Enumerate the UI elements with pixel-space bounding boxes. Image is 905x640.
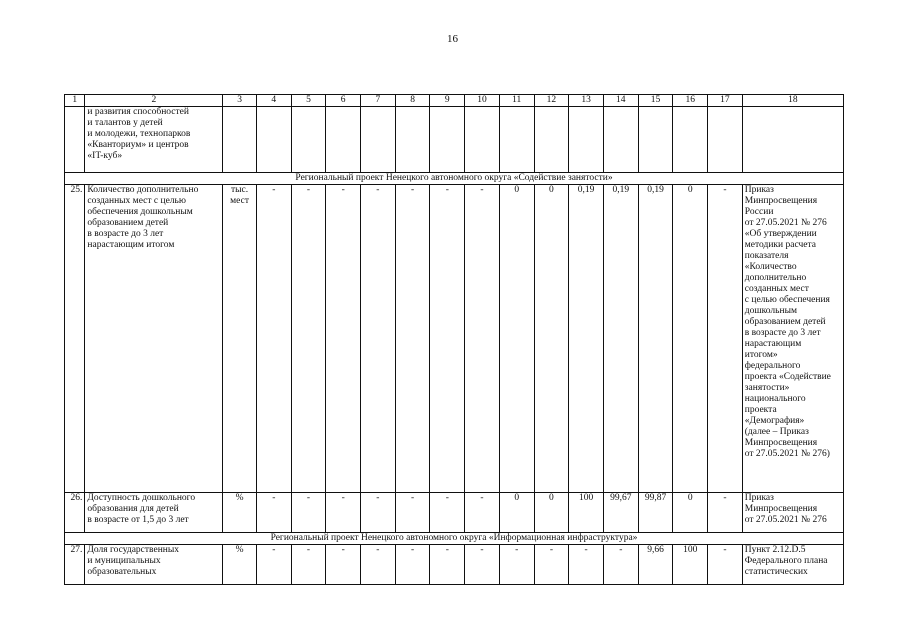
- value-cell: -: [465, 545, 500, 585]
- row-number-cell: 27.: [65, 545, 85, 585]
- header-cell: 12: [534, 95, 569, 107]
- header-cell: 4: [256, 95, 291, 107]
- table-cell: [361, 107, 396, 173]
- header-cell: 5: [291, 95, 326, 107]
- table-row-27: [65, 545, 844, 585]
- table-cell: [708, 107, 743, 173]
- source-cell: Приказ Минпросвещения от 27.05.2021 № 276: [742, 493, 843, 533]
- header-cell: 1: [65, 95, 85, 107]
- source-cell: Приказ Минпросвещения России от 27.05.2021 № 276 «Об утверждении методики расчета показателя «Количество дополнительно созданных мест с целью обеспечения дошкольным образованием детей в возрасте до 3 лет нарастающим итогом» федерального проекта «Содействие занятости» национального проекта «Демография» (далее – Приказ Минпросвещения от 27.05.2021 № 276): [742, 185, 843, 493]
- value-cell: -: [430, 493, 465, 533]
- value-cell: -: [569, 545, 604, 585]
- header-cell: 14: [603, 95, 638, 107]
- value-cell: 99,87: [638, 493, 673, 533]
- value-cell: -: [499, 545, 534, 585]
- header-cell: 6: [326, 95, 361, 107]
- table-cell: [569, 107, 604, 173]
- indicators-table: [64, 94, 844, 585]
- value-cell: 100: [569, 493, 604, 533]
- header-cell: 8: [395, 95, 430, 107]
- value-cell: 0: [499, 185, 534, 493]
- header-cell: 3: [223, 95, 257, 107]
- value-cell: -: [256, 545, 291, 585]
- section-title: Региональный проект Ненецкого автономного округа «Содействие занятости»: [65, 173, 844, 185]
- value-cell: -: [395, 185, 430, 493]
- header-cell: 9: [430, 95, 465, 107]
- value-cell: -: [256, 185, 291, 493]
- table-row-continued: [65, 107, 844, 173]
- value-cell: -: [395, 545, 430, 585]
- header-cell: 18: [742, 95, 843, 107]
- unit-cell: тыс. мест: [223, 185, 257, 493]
- source-cell: Пункт 2.12.D.5 Федерального плана статистических: [742, 545, 843, 585]
- value-cell: 0,19: [603, 185, 638, 493]
- value-cell: 0: [499, 493, 534, 533]
- value-cell: -: [326, 545, 361, 585]
- table-cell: [256, 107, 291, 173]
- value-cell: 99,67: [603, 493, 638, 533]
- value-cell: -: [291, 185, 326, 493]
- table-cell: [465, 107, 500, 173]
- value-cell: 9,66: [638, 545, 673, 585]
- value-cell: -: [534, 545, 569, 585]
- header-cell: 16: [673, 95, 708, 107]
- page-number: 16: [447, 33, 458, 45]
- value-cell: -: [326, 185, 361, 493]
- row-number-cell: [65, 107, 85, 173]
- table-cell: [534, 107, 569, 173]
- indicator-name-cell: Количество дополнительно созданных мест с целью обеспечения дошкольным образованием детей в возрасте до 3 лет нарастающим итогом: [85, 185, 223, 493]
- header-cell: 10: [465, 95, 500, 107]
- value-cell: -: [430, 185, 465, 493]
- row-number-cell: 26.: [65, 493, 85, 533]
- value-cell: -: [326, 493, 361, 533]
- table-cell: [326, 107, 361, 173]
- value-cell: -: [361, 185, 396, 493]
- table-cell: [742, 107, 843, 173]
- value-cell: -: [603, 545, 638, 585]
- value-cell: 0,19: [638, 185, 673, 493]
- indicator-name-cell: Доля государственных и муниципальных образовательных: [85, 545, 223, 585]
- unit-cell: %: [223, 493, 257, 533]
- table-row-25: [65, 185, 844, 493]
- value-cell: 0: [534, 185, 569, 493]
- value-cell: 0: [673, 185, 708, 493]
- value-cell: -: [465, 185, 500, 493]
- table-cell: [638, 107, 673, 173]
- value-cell: -: [361, 545, 396, 585]
- table-cell: [603, 107, 638, 173]
- header-cell: 15: [638, 95, 673, 107]
- header-row: [65, 95, 844, 107]
- table-cell: [430, 107, 465, 173]
- header-cell: 11: [499, 95, 534, 107]
- table-cell: [673, 107, 708, 173]
- table-cell: [395, 107, 430, 173]
- header-cell: 13: [569, 95, 604, 107]
- header-cell: 7: [361, 95, 396, 107]
- value-cell: 100: [673, 545, 708, 585]
- table-cell: [499, 107, 534, 173]
- value-cell: 0: [534, 493, 569, 533]
- section-row: [65, 173, 844, 185]
- value-cell: -: [291, 493, 326, 533]
- value-cell: 0,19: [569, 185, 604, 493]
- value-cell: -: [361, 493, 396, 533]
- value-cell: -: [395, 493, 430, 533]
- section-title: Региональный проект Ненецкого автономного округа «Информационная инфраструктура»: [65, 533, 844, 545]
- unit-cell: %: [223, 545, 257, 585]
- value-cell: -: [465, 493, 500, 533]
- indicator-name-cell: и развития способностей и талантов у детей и молодежи, технопарков «Кванториум» и центров «IT-куб»: [85, 107, 223, 173]
- value-cell: -: [256, 493, 291, 533]
- table-cell: [223, 107, 257, 173]
- section-row: [65, 533, 844, 545]
- value-cell: -: [708, 545, 743, 585]
- table-row-26: [65, 493, 844, 533]
- row-number-cell: 25.: [65, 185, 85, 493]
- indicator-name-cell: Доступность дошкольного образования для детей в возрасте от 1,5 до 3 лет: [85, 493, 223, 533]
- header-cell: 2: [85, 95, 223, 107]
- value-cell: -: [430, 545, 465, 585]
- value-cell: -: [708, 185, 743, 493]
- header-cell: 17: [708, 95, 743, 107]
- value-cell: -: [708, 493, 743, 533]
- value-cell: -: [291, 545, 326, 585]
- value-cell: 0: [673, 493, 708, 533]
- table-cell: [291, 107, 326, 173]
